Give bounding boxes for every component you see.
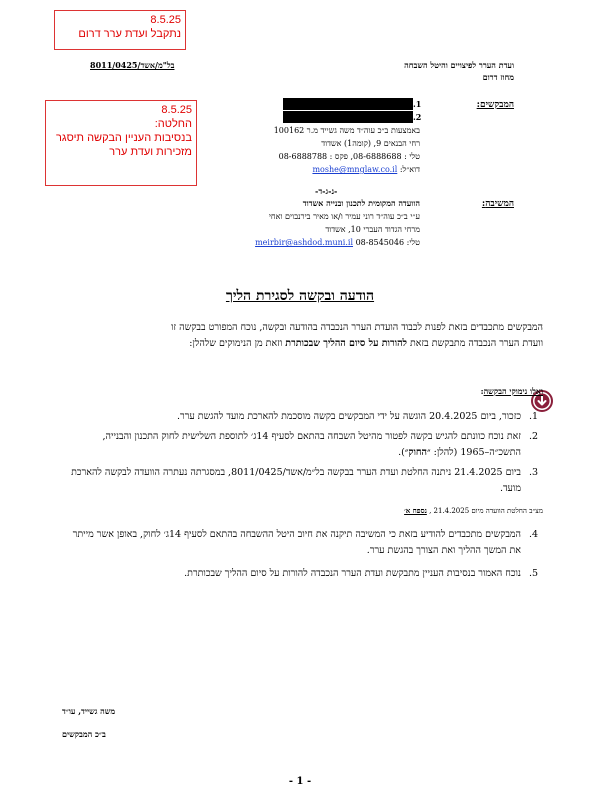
respondent-line-2: מרחי הגדוד העברי 10, אשדוד (325, 225, 420, 234)
decision-stamp-line1: בנסיבות העניין הבקשה תיסגר (56, 132, 192, 144)
page-number: - 1 - (288, 776, 312, 787)
redacted-applicant-2 (283, 111, 413, 123)
received-stamp-date: 8.5.25 (150, 14, 181, 26)
decision-stamp-label: החלטה: (154, 118, 192, 130)
respondent-line-1: ע״י ב״כ עוה״ד רוני עמיר ו/או מאיר בירנבוים ואחי (268, 212, 420, 221)
intro-line-2: וועדת הערר הנכבדה מתבקשת בזאת להורות על סיום ההליך שבכותרת וזאת מן הנימוקים שלהלן: (189, 338, 543, 349)
applicant-1-number: .1 (413, 99, 422, 109)
respondent-block (140, 197, 420, 249)
respondent-contact: טלי: 08-8545046 meirbir@ashdod.muni.il (255, 238, 420, 247)
case-number: בל"מ/אשד/8011/0425 (90, 60, 175, 70)
signature-role: ב״כ המבקשים (62, 729, 106, 739)
versus-label: -נ-ג-ד- (315, 186, 338, 196)
received-stamp (54, 10, 186, 50)
respondent-label: המשיבה: (481, 199, 514, 209)
document-title: הודעה ובקשה לסגירת הליך (225, 288, 375, 304)
applicants-line-1: באמצעות ב״כ עוה״ד משה גשייד מ.ר 100162 (273, 126, 420, 135)
decision-stamp-date: 8.5.25 (161, 104, 192, 116)
reasons-heading: ואלו נימוקי הבקשה: (480, 386, 543, 396)
reason-item-5: .5 נוכח האמור בנסיבות העניין מתבקשת ועדת הערר הנכבדה להורות על סיום ההליך שבכותרת. (184, 568, 539, 579)
applicants-line-2: רחי הבנאים 9, (קומה1) אשדוד (321, 139, 420, 148)
appendix-note: מצ״ב החלטת הוועדה מיום 21.4.2025 , נספח א׳ (404, 506, 543, 515)
reason-item-4: .4 המבקשים מתכבדים להודיע בזאת כי המשיבה תיקנה את חיוב היטל ההשבחה בהתאם לסעיף 14ג׳ לחוק, באופן אשר מייתר את המשך ההליך ואת הצורך בהגשת ערר. (72, 529, 539, 556)
applicants-line-3: טלי : 08-6888688, פקס : 08-6888788 (278, 152, 420, 161)
reason-item-3: .3 ביום 21.4.2025 ניתנה החלטת ועדת הערר בבקשה בל״מ/אשד/8011/0425, במסגרתה נעתרה הוועדה לבקשה להארכת מועד. (71, 467, 539, 494)
respondent-name: הוועדה המקומית לתכנון ובנייה אשדוד (302, 198, 420, 208)
applicants-address-block (160, 124, 420, 176)
committee-name: ועדת הערר לפיצויים והיטל השבחה (404, 60, 514, 70)
received-stamp-text: נתקבל ועדת ערר דרום (78, 28, 181, 40)
intro-paragraph (53, 320, 543, 352)
district-name: מחוז דרום (482, 72, 514, 82)
signature-name: משה גשייד, עו״ד (62, 706, 116, 716)
reason-item-1: .1 כזכור, ביום 20.4.2025 הוגשה על ידי המבקשים בקשה מוסכמת להארכת מועד להגשת ערר. (177, 411, 539, 422)
applicants-email-link[interactable]: moshe@mnglaw.co.il (312, 165, 398, 174)
reason-item-2: .2 זאת נוכח כוונתם להגיש בקשה לפטור מהיטל השבחה בהתאם לסעיף 14ג׳ לתוספת השלישית לחוק התכנון והבנייה, התשכ״ה–1965 (להלן: ״החוק״). (102, 431, 539, 458)
applicant-2-number: .2 (413, 112, 422, 122)
applicants-line-4: דוא״ל: moshe@mnglaw.co.il (312, 165, 420, 174)
redacted-applicant-1 (283, 98, 413, 110)
applicants-label: המבקשים: (476, 100, 514, 110)
intro-line-1: המבקשים מתכבדים בזאת לפנות לכבוד הועדת הערר הנכבדה בהודעה ובקשה, נוכח המפורט בבקשה זו (171, 322, 543, 333)
respondent-email-link[interactable]: meirbir@ashdod.muni.il (255, 238, 354, 247)
decision-stamp-line2: מזכירות ועדת ערר (109, 146, 192, 158)
